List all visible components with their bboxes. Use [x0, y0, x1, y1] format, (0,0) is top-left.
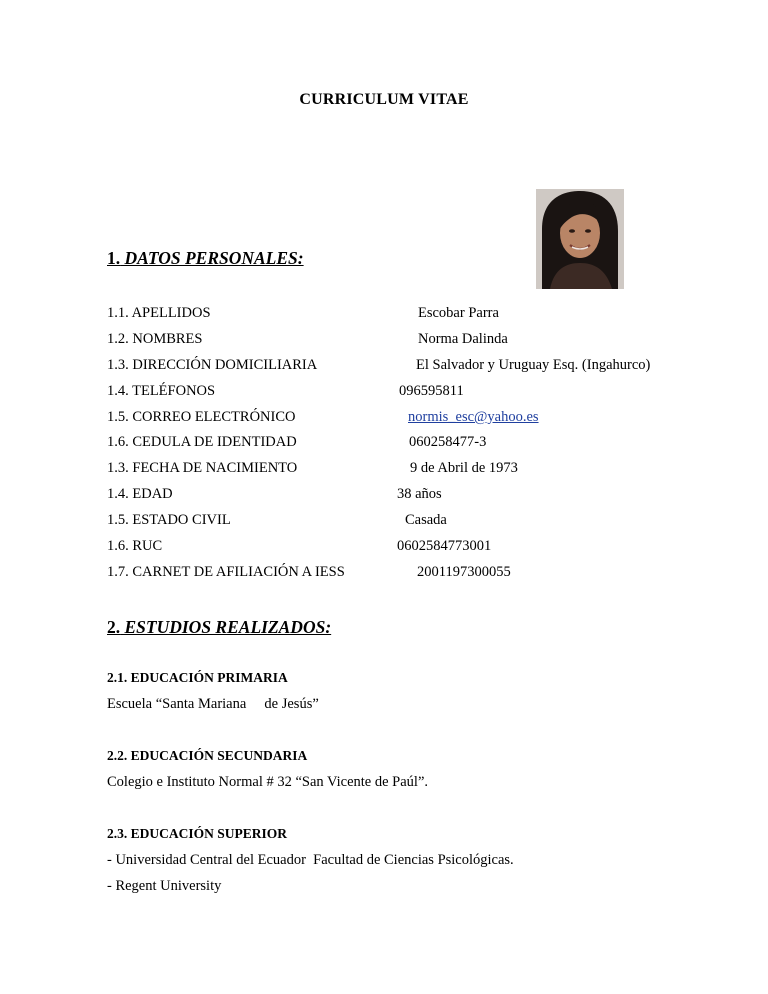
section-2-heading — [107, 617, 331, 638]
row-1-value: Escobar Parra — [418, 305, 499, 321]
portrait-photo — [536, 189, 624, 289]
portrait-image — [536, 189, 624, 289]
row-9-value: Casada — [405, 512, 447, 528]
superior-item-2: - Regent University — [107, 878, 222, 894]
secundaria-heading: 2.2. EDUCACIÓN SECUNDARIA — [107, 748, 308, 763]
row-11-label: 1.7. CARNET DE AFILIACIÓN A IESS — [107, 564, 345, 580]
row-3-label: 1.3. DIRECCIÓN DOMICILIARIA — [107, 357, 318, 373]
row-9-label: 1.5. ESTADO CIVIL — [107, 512, 231, 528]
section-2-number: 2. — [107, 617, 121, 637]
section-1-heading — [107, 248, 304, 269]
document-title: CURRICULUM VITAE — [299, 91, 469, 108]
primaria-heading: 2.1. EDUCACIÓN PRIMARIA — [107, 670, 288, 685]
section-1-number: 1. — [107, 248, 121, 268]
primaria-text: Escuela “Santa Mariana de Jesús” — [107, 696, 319, 712]
row-8-value: 38 años — [397, 486, 442, 502]
row-6-label: 1.6. CEDULA DE IDENTIDAD — [107, 434, 297, 450]
row-8-label: 1.4. EDAD — [107, 486, 173, 502]
row-6-value: 060258477-3 — [409, 434, 487, 450]
row-7-label: 1.3. FECHA DE NACIMIENTO — [107, 460, 298, 476]
row-2-value: Norma Dalinda — [418, 331, 508, 347]
superior-heading: 2.3. EDUCACIÓN SUPERIOR — [107, 826, 288, 841]
superior-item-1: - Universidad Central del Ecuador Facultad de Ciencias Psicológicas. — [107, 852, 514, 868]
row-2-label: 1.2. NOMBRES — [107, 331, 203, 347]
row-3-value: El Salvador y Uruguay Esq. (Ingahurco) — [416, 357, 651, 373]
row-5-label: 1.5. CORREO ELECTRÓNICO — [107, 409, 296, 425]
row-10-label: 1.6. RUC — [107, 538, 163, 554]
secundaria-text: Colegio e Instituto Normal # 32 “San Vicente de Paúl”. — [107, 774, 429, 790]
row-4-label: 1.4. TELÉFONOS — [107, 383, 216, 399]
email-link[interactable]: normis_esc@yahoo.es — [408, 409, 539, 425]
row-4-value: 096595811 — [399, 383, 464, 399]
section-2-title: ESTUDIOS REALIZADOS: — [124, 617, 332, 637]
row-7-value: 9 de Abril de 1973 — [410, 460, 518, 476]
row-11-value: 2001197300055 — [417, 564, 511, 580]
row-10-value: 0602584773001 — [397, 538, 492, 554]
row-1-label: 1.1. APELLIDOS — [107, 305, 211, 321]
section-1-title: DATOS PERSONALES: — [124, 248, 304, 268]
